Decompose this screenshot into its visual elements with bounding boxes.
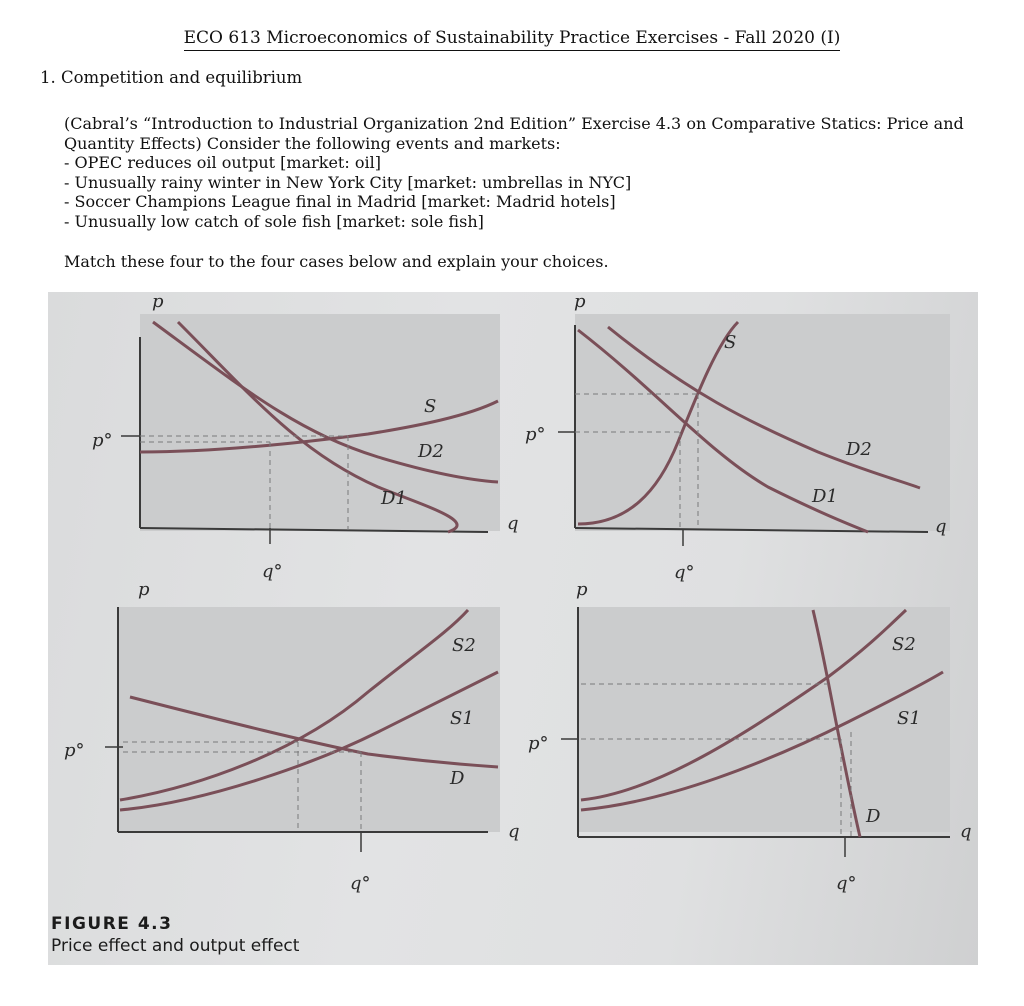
p0-label: p°	[525, 424, 546, 445]
event-item: - Unusually low catch of sole fish [market: sole fish]	[64, 211, 484, 231]
q0-label: q°	[836, 873, 857, 894]
curve-label: S2	[892, 634, 916, 655]
p-axis-label: p	[574, 292, 586, 312]
panel-shade-bottom-left	[118, 607, 500, 832]
q0-label: q°	[262, 561, 283, 582]
curve-label: S1	[450, 708, 474, 729]
p0-label: p°	[64, 740, 85, 761]
q0-label: q°	[350, 873, 371, 894]
q-axis-label: q	[960, 821, 972, 842]
textbook-figure-photo	[48, 292, 978, 965]
curve-label: D	[866, 806, 881, 827]
figure-number	[51, 914, 299, 934]
question-title: 1. Competition and equilibrium	[40, 68, 303, 87]
p-axis-label: p	[152, 292, 164, 312]
question-intro: (Cabral’s “Introduction to Industrial Organization 2nd Edition” Exercise 4.3 on Comparative Statics: Price and Quantity Effects) Consider the following events and markets:	[64, 114, 964, 153]
curve-label: D1	[812, 486, 838, 507]
curve-label: D2	[846, 439, 872, 460]
panel-shade-top-left	[140, 314, 500, 531]
p0-label: p°	[92, 430, 113, 451]
figure-caption-text: Price effect and output effect	[51, 936, 300, 956]
curve-label: D2	[418, 441, 444, 462]
curve-label: D1	[381, 488, 407, 509]
p0-label: p°	[528, 733, 549, 754]
question-instruction: Match these four to the four cases below and explain your choices.	[64, 252, 609, 271]
q-axis-label: q	[508, 821, 520, 842]
figure-caption	[51, 914, 299, 956]
event-item: - Unusually rainy winter in New York City [market: umbrellas in NYC]	[64, 172, 632, 192]
figure-graphs	[48, 292, 978, 965]
event-item: - Soccer Champions League final in Madrid [market: Madrid hotels]	[64, 192, 616, 211]
event-item: - OPEC reduces oil output [market: oil]	[64, 153, 381, 172]
figure-label-word: FIGURE	[51, 914, 131, 934]
page-header	[0, 28, 1024, 48]
p-axis-label: p	[138, 579, 150, 600]
curve-label: D	[450, 768, 465, 789]
figure-label-number: 4.3	[137, 914, 173, 934]
q-axis-label: q	[507, 513, 519, 534]
curve-label: S	[724, 332, 737, 353]
p-axis-label: p	[576, 579, 588, 600]
curve-label: S2	[452, 635, 476, 656]
q0-label: q°	[674, 562, 695, 583]
curve-label: S1	[897, 708, 921, 729]
curve-label: S	[424, 396, 437, 417]
q-axis-label: q	[935, 516, 947, 537]
question-body	[64, 114, 994, 231]
document-title: ECO 613 Microeconomics of Sustainability Practice Exercises - Fall 2020 (I)	[184, 28, 841, 51]
